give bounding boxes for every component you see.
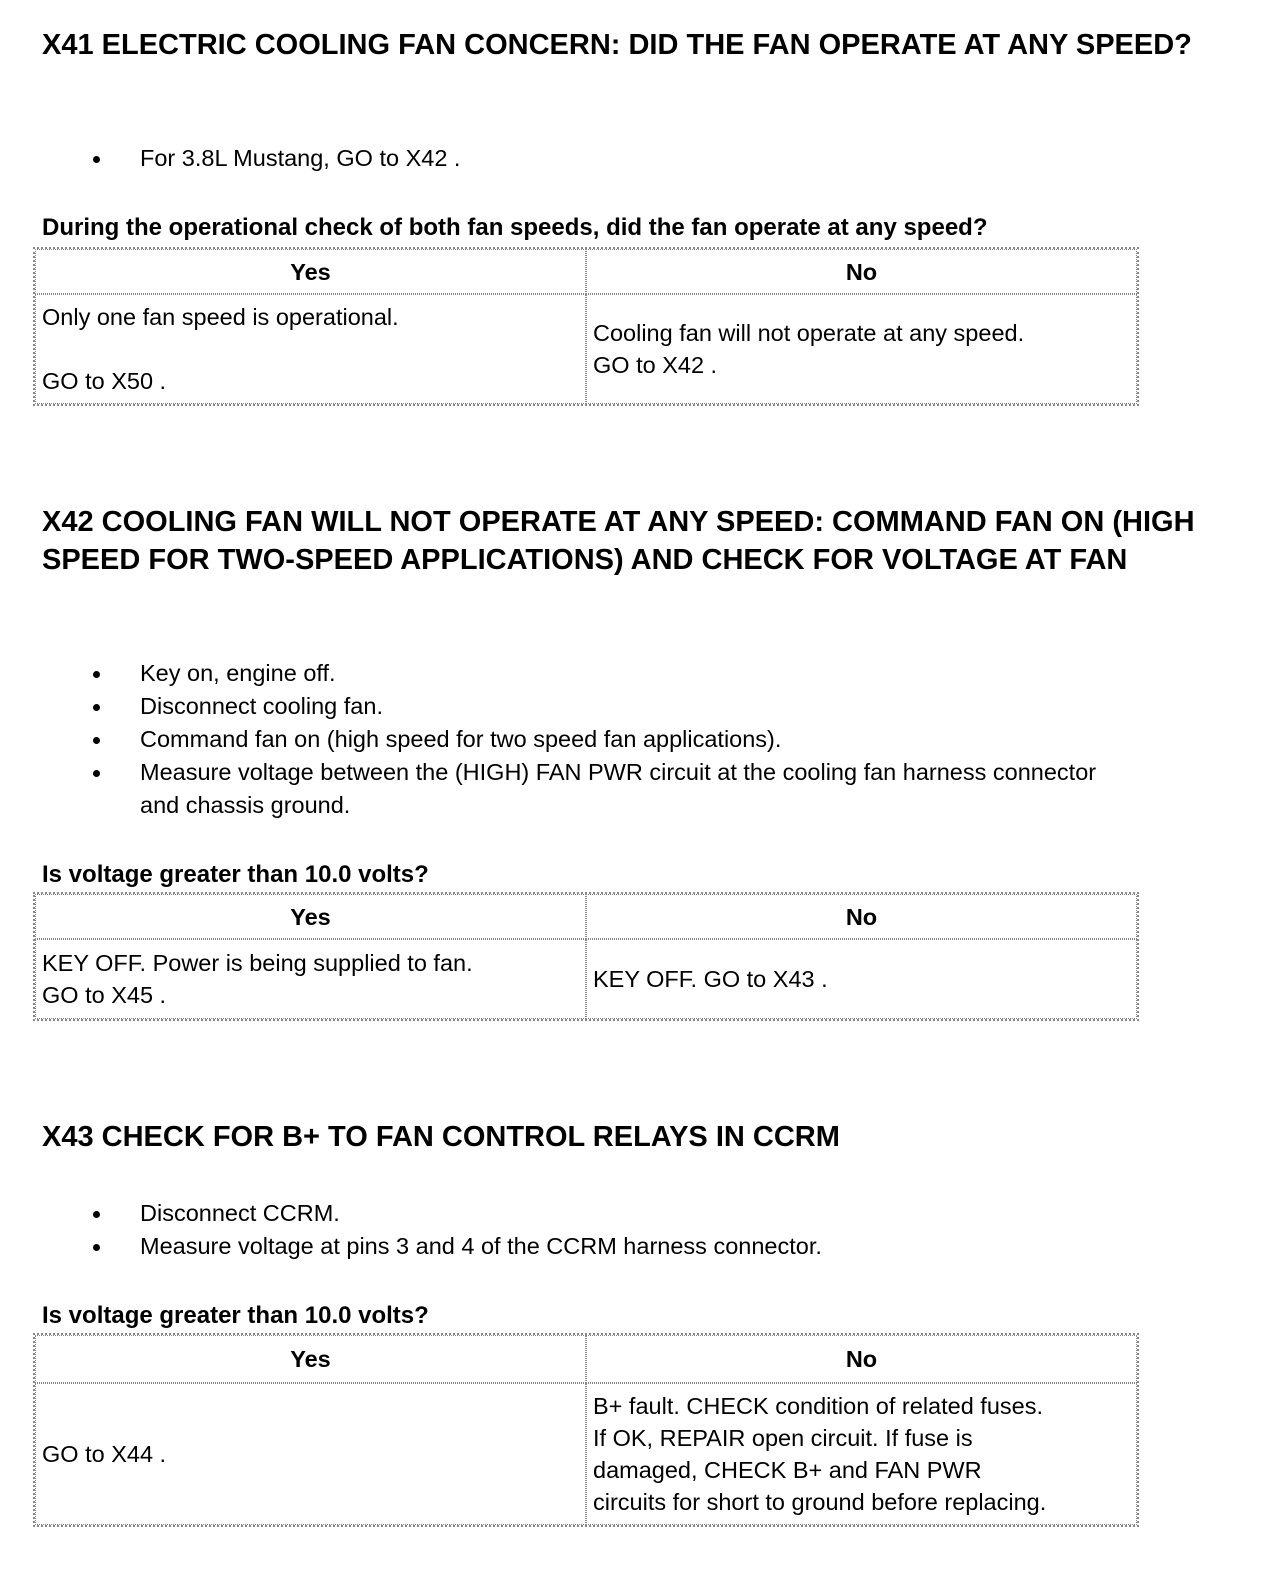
cell-text: GO to X42 . xyxy=(593,352,718,378)
cell-text: damaged, CHECK B+ and FAN PWR xyxy=(593,1457,982,1483)
cell-text: GO to X44 . xyxy=(42,1441,167,1467)
yes-header: Yes xyxy=(35,1335,586,1383)
bullet-icon xyxy=(93,1244,100,1251)
no-header: No xyxy=(586,894,1137,939)
cell-text: circuits for short to ground before replacing. xyxy=(593,1489,1047,1515)
section-title-x42: X42 COOLING FAN WILL NOT OPERATE AT ANY SPEED: COMMAND FAN ON (HIGH SPEED FOR TWO-SPEED APPLICATIONS) AND CHECK FOR VOLTAGE AT FAN xyxy=(42,506,1195,576)
cell-text: If OK, REPAIR open circuit. If fuse is xyxy=(593,1425,973,1451)
list-item-text: Command fan on (high speed for two speed fan applications). xyxy=(140,726,782,752)
cell-text: Cooling fan will not operate at any speed. xyxy=(593,320,1025,346)
list-item xyxy=(0,1230,1200,1263)
list-item-text: Measure voltage at pins 3 and 4 of the CCRM harness connector. xyxy=(140,1233,822,1259)
no-header: No xyxy=(586,249,1137,294)
list-item xyxy=(0,690,1200,723)
result-table-x41 xyxy=(33,247,1139,406)
step-list-x42 xyxy=(0,657,1200,822)
no-cell xyxy=(586,1383,1137,1525)
no-header: No xyxy=(586,1335,1137,1383)
yes-header: Yes xyxy=(35,894,586,939)
list-item xyxy=(0,1197,1200,1230)
cell-text: Only one fan speed is operational. xyxy=(42,304,399,330)
no-cell xyxy=(586,939,1137,1019)
yes-header: Yes xyxy=(35,249,586,294)
list-item-text: Key on, engine off. xyxy=(140,660,336,686)
step-list-x43 xyxy=(0,1197,1200,1263)
question-x43: Is voltage greater than 10.0 volts? xyxy=(42,1302,429,1329)
list-item-text: Disconnect CCRM. xyxy=(140,1200,340,1226)
section-title-x43: X43 CHECK FOR B+ TO FAN CONTROL RELAYS IN CCRM xyxy=(42,1121,840,1153)
result-table-x42 xyxy=(33,892,1139,1021)
no-cell xyxy=(586,294,1137,404)
bullet-icon xyxy=(93,671,100,678)
list-item xyxy=(0,723,1200,756)
yes-cell xyxy=(35,294,586,404)
list-item xyxy=(0,142,1200,175)
bullet-icon xyxy=(93,704,100,711)
list-item-text: Measure voltage between the (HIGH) FAN PWR circuit at the cooling fan harness connector and chassis ground. xyxy=(140,759,1097,818)
cell-text: GO to X50 . xyxy=(42,368,167,394)
bullet-icon xyxy=(93,156,100,163)
list-item-text: For 3.8L Mustang, GO to X42 . xyxy=(140,145,461,171)
section-title-x41: X41 ELECTRIC COOLING FAN CONCERN: DID THE FAN OPERATE AT ANY SPEED? xyxy=(42,29,1192,61)
bullet-icon xyxy=(93,737,100,744)
step-list-x41 xyxy=(0,142,1200,175)
yes-cell xyxy=(35,1383,586,1525)
question-x42: Is voltage greater than 10.0 volts? xyxy=(42,861,429,888)
bullet-icon xyxy=(93,1211,100,1218)
yes-cell xyxy=(35,939,586,1019)
cell-text: B+ fault. CHECK condition of related fuses. xyxy=(593,1393,1043,1419)
list-item-text: Disconnect cooling fan. xyxy=(140,693,383,719)
bullet-icon xyxy=(93,770,100,777)
result-table-x43 xyxy=(33,1333,1139,1527)
cell-text: KEY OFF. Power is being supplied to fan. xyxy=(42,950,473,976)
cell-text: GO to X45 . xyxy=(42,982,167,1008)
list-item xyxy=(0,657,1200,690)
question-x41: During the operational check of both fan speeds, did the fan operate at any speed? xyxy=(42,214,988,241)
list-item xyxy=(0,756,1140,822)
cell-text: KEY OFF. GO to X43 . xyxy=(593,966,828,992)
